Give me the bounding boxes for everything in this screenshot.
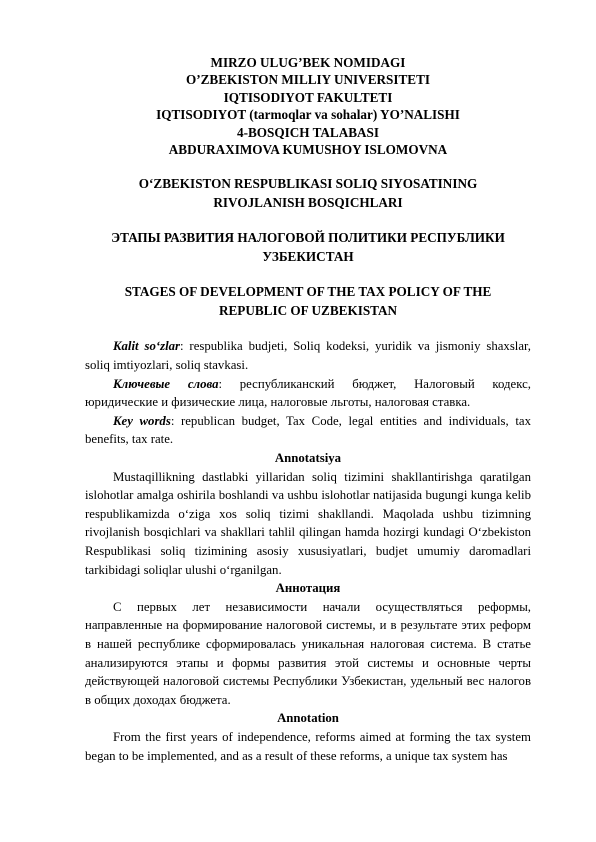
university-line-2: O’ZBEKISTON MILLIY UNIVERSITETI xyxy=(185,72,431,88)
keywords-english-text: : republican budget, Tax Code, legal entities and individuals, tax benefits, tax rate. xyxy=(85,413,531,447)
abstract-uzbek-text: Mustaqillikning dastlabki yillaridan soliq tizimini shakllantirishga qaratilgan islohotlar amalga oshirila boshlandi va ushbu islohotlar natijasida bugungi kunga kelib respublikamizda o‘ziga xos soliq tizimi shakllandi. Maqolada ushbu tizimning rivojlanish bosqichlari va shakllari tahlil qilingan hamda hozirgi kundagi O‘zbekiston Respublikasi soliq tizimining asosiy xususiyatlari, budjet umumiy daromadlari tarkibidagi soliqlar ulushi o‘rganilgan. xyxy=(85,469,531,577)
abstract-russian-text: С первых лет независимости начали осуществляться реформы, направленные на формирование налоговой системы, и в результате этих реформ в нашей республике сформировалась уникальная налоговая система. В статье анализируются этапы и формы развития этой системы и основные черты действующей налоговой системы Республики Узбекистан, удельный вес налогов в общих доходах бюджета. xyxy=(85,599,531,707)
keywords-uzbek-text: : respublika budjeti, Soliq kodeksi, yuridik va jismoniy shaxslar, soliq imtiyozlari, soliq stavkasi. xyxy=(85,339,531,373)
abstract-russian-heading: Аннотация xyxy=(275,581,341,596)
faculty-line: IQTISODIYOT FAKULTETI xyxy=(223,89,393,105)
keywords-uzbek-label: Kalit so‘zlar xyxy=(113,339,181,354)
student-level-line: 4-BOSQICH TALABASI xyxy=(236,124,380,140)
program-line: IQTISODIYOT (tarmoqlar va sohalar) YO’NALISHI xyxy=(156,107,460,123)
abstract-uzbek-heading: Annotatsiya xyxy=(274,451,342,465)
title-russian: ЭТАПЫ РАЗВИТИЯ НАЛОГОВОЙ ПОЛИТИКИ РЕСПУБЛИКИ УЗБЕКИСТАН xyxy=(111,230,505,264)
article-page xyxy=(85,54,531,765)
abstract-english-heading: Annotation xyxy=(277,711,339,726)
abstract-english-text: From the first years of independence, reforms aimed at forming the tax system began to be implemented, and as a result of these reforms, a unique tax system has xyxy=(85,729,531,763)
title-uzbek: O‘ZBEKISTON RESPUBLIKASI SOLIQ SIYOSATINING RIVOJLANISH BOSQICHLARI xyxy=(138,176,478,210)
university-line-1: MIRZO ULUG’BEK NOMIDAGI xyxy=(210,55,406,70)
keywords-russian-label: Ключевые слова xyxy=(113,376,219,391)
title-english: STAGES OF DEVELOPMENT OF THE TAX POLICY OF THE REPUBLIC OF UZBEKISTAN xyxy=(124,284,492,318)
keywords-english xyxy=(85,412,531,449)
keywords-russian xyxy=(85,375,531,412)
author-name: ABDURAXIMOVA KUMUSHOY ISLOMOVNA xyxy=(168,142,448,158)
keywords-uzbek xyxy=(85,337,531,374)
keywords-english-label: Key words xyxy=(113,413,171,428)
keywords-russian-text: : республиканский бюджет, Налоговый кодекс, юридические и физические лица, налоговые льготы, налоговая ставка. xyxy=(85,376,531,410)
